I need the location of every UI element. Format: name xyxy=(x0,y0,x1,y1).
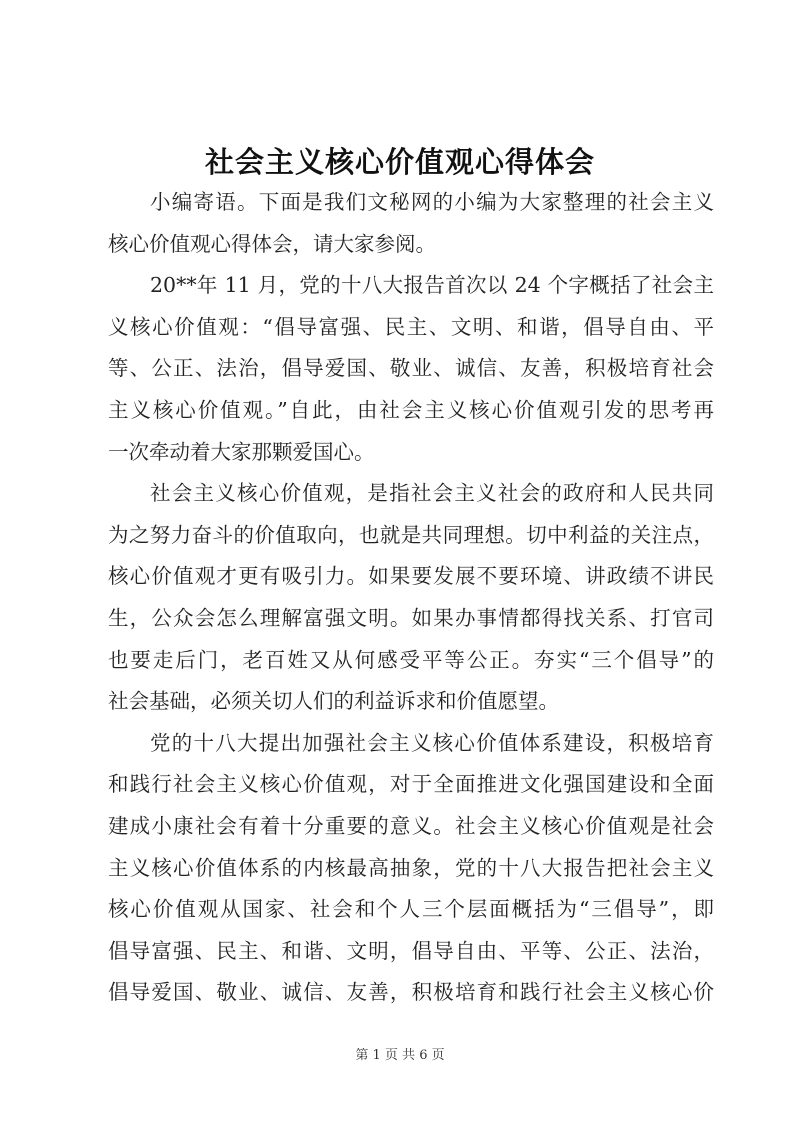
text-line: 倡导富强、民主、和谐、文明，倡导自由、平等、公正、法治， xyxy=(108,938,714,963)
text-line: 核心价值观心得体会，请大家参阅。 xyxy=(108,231,436,256)
paragraph xyxy=(108,265,714,473)
text-line: 生，公众会怎么理解富强文明。如果办事情都得找关系、打官司 xyxy=(108,605,714,630)
text-line: 义核心价值观：“倡导富强、民主、文明、和谐，倡导自由、平 xyxy=(108,314,714,339)
paragraph xyxy=(108,723,714,1014)
text-line: 社会主义核心价值观，是指社会主义社会的政府和人民共同 xyxy=(150,481,714,506)
text-line: 小编寄语。下面是我们文秘网的小编为大家整理的社会主义 xyxy=(150,190,714,214)
paragraph xyxy=(108,473,714,723)
text-line: 也要走后门，老百姓又从何感受平等公正。夯实“三个倡导”的 xyxy=(108,647,714,672)
text-line: 等、公正、法治，倡导爱国、敬业、诚信、友善，积极培育社会 xyxy=(108,356,714,381)
text-line: 建成小康社会有着十分重要的意义。社会主义核心价值观是社会 xyxy=(108,813,714,838)
document-body xyxy=(108,182,714,1014)
document-title: 社会主义核心价值观心得体会 xyxy=(204,145,595,179)
text-line: 为之努力奋斗的价值取向，也就是共同理想。切中利益的关注点， xyxy=(108,522,714,547)
text-line: 倡导爱国、敬业、诚信、友善，积极培育和践行社会主义核心价 xyxy=(108,980,714,1005)
paragraph xyxy=(108,182,714,265)
text-line: 核心价值观从国家、社会和个人三个层面概括为“三倡导”，即 xyxy=(108,897,714,922)
page-footer: 第 1 页 共 6 页 xyxy=(355,1048,445,1063)
text-line: 核心价值观才更有吸引力。如果要发展不要环境、讲政绩不讲民 xyxy=(108,564,714,589)
text-line: 和践行社会主义核心价值观，对于全面推进文化强国建设和全面 xyxy=(108,772,714,797)
text-line: 社会基础，必须关切人们的利益诉求和价值愿望。 xyxy=(108,689,559,714)
text-line: 一次牵动着大家那颗爱国心。 xyxy=(108,439,375,464)
text-line: 主义核心价值观。”自此，由社会主义核心价值观引发的思考再 xyxy=(108,397,714,422)
text-line: 20**年 11 月，党的十八大报告首次以 24 个字概括了社会主 xyxy=(150,273,714,298)
text-line: 党的十八大提出加强社会主义核心价值体系建设，积极培育 xyxy=(150,730,714,755)
text-line: 主义核心价值体系的内核最高抽象，党的十八大报告把社会主义 xyxy=(108,855,714,880)
